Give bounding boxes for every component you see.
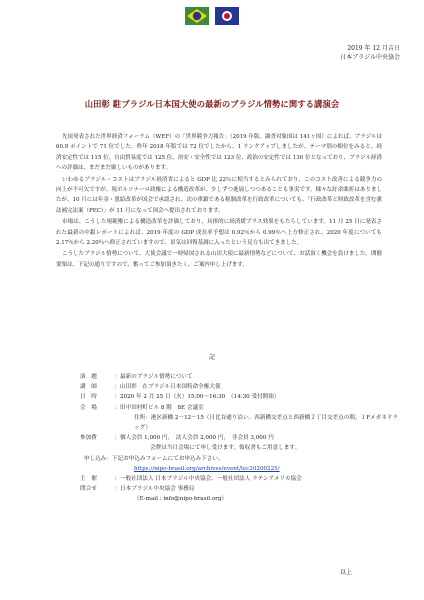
registration-link[interactable]: https://nipo-brasil.org/archives/event/lec20200225/ bbox=[134, 465, 280, 472]
issuer-org: 日本ブラジル中央協会 bbox=[340, 54, 400, 61]
brazil-globe-shape bbox=[193, 12, 201, 20]
fee-note: 会費は当日会場にて申し受けます。領収書もご用意します。 bbox=[150, 445, 301, 452]
association-logo-icon bbox=[183, 4, 241, 28]
colon: ： bbox=[114, 476, 120, 483]
speaker-label: 講 師 bbox=[80, 384, 97, 391]
colon: ： bbox=[114, 435, 120, 442]
closing-mark: 以上 bbox=[339, 569, 352, 576]
paragraph: いわゆるブラジル・コストはブラジル経済省によると GDP 比 22％に相当するとみられており、このコスト改善による競争力の向上が不可欠ですが、現ボルソナーロ政権による構造改革が、少しずつ進展しつつあることも事実です。様々な紆余曲折はありましたが、10 月には年金・恩給改革が国会で承認され、次の重鎮である税制改革を行政改革についても、「行政改革と財政改革を含む憲法補完法案（PEC）」が 11 月になって国会へ提出されております。 bbox=[56, 176, 382, 214]
fee-row bbox=[80, 433, 400, 443]
contact-row bbox=[80, 484, 400, 494]
date-block bbox=[340, 44, 400, 62]
paragraph: こうしたブラジル情勢について、大使会議で一時帰国される山田大使に最新情勢などについて、お話頂く機会を設けました。開催要領は、下記の通りですので、奮ってご参加頂きたく、ご案内申し上げます。 bbox=[56, 251, 382, 268]
body-text bbox=[56, 132, 382, 271]
japan-sun-shape bbox=[224, 13, 230, 19]
ki-heading: 記 bbox=[208, 354, 215, 361]
paragraph: 先頃発表された世界経済フォーラム（WEF）の「世界競争力報告」（2019 年版、調査対象国は 141ヶ国）によれば、ブラジルは 60.9 ポイントで 71 位でした。昨年 2018 年版では 72 位でしたから、1 ランクアップしましたが、テーマ別の順位をみると、経済安定性では 115 位、自由貿易度では 125 位、治安・安全性では 123 位、政治の安定性では 130 位となっており、ブラジル経済への評価は、まだまだ厳しいものがあります。 bbox=[56, 134, 382, 172]
colon: ： bbox=[114, 374, 120, 380]
venue-row bbox=[80, 403, 400, 413]
host-label: 主 催 bbox=[80, 476, 97, 483]
speaker-value: 山田彰 在ブラジル日本国特命全権大使 bbox=[120, 384, 221, 391]
fee-value: 個人会員 1,000 円、 法人会員 2,000 円、 非会員 3,000 円 bbox=[120, 435, 274, 442]
apply-text: 申し込み：下記お申込みフォームにてお申込み下さい。 bbox=[84, 455, 224, 462]
document-title: 山田彰 駐ブラジル日本国大使の最新のブラジル情勢に関する講演会 bbox=[84, 99, 340, 109]
colon: ： bbox=[114, 486, 120, 493]
issue-date: 2019 年 12 月吉日 bbox=[347, 45, 400, 52]
colon: ： bbox=[114, 394, 120, 401]
datetime-label: 日 時 bbox=[80, 394, 97, 401]
venue-label: 会 場 bbox=[80, 404, 97, 411]
theme-label: 演 題 bbox=[80, 374, 97, 380]
contact-email[interactable]: （E-mail : info@nipo-brasil.org） bbox=[134, 496, 228, 503]
host-value: 一般社団法人 日本ブラジル中央協会、一般社団法人 ラテンアメリカ協会 bbox=[120, 476, 302, 483]
colon: ： bbox=[114, 384, 120, 391]
paragraph: 市場は、こうした規範権による構造改革を評価しており、具体的に経済緩プラス効果をもたらしています。11 月 25 日に発表された最新の中銀レポートによれば、2019 年度の GDP 成長率予想は 0.92％から 0.99％へ上方修正され、2020 年度についても 2.17％から 2.20％へ修正されていますので、景気は回復基調に入ったという見方も出てきました。 bbox=[56, 219, 382, 247]
datetime-row bbox=[80, 392, 400, 402]
contact-value: 日本ブラジル中央協会 事務局 bbox=[120, 486, 195, 493]
datetime-value: 2020 年 2 月 25 日（火）15:00～16:30 （14:30 受付開始） bbox=[120, 394, 280, 401]
venue-value: 田中田村町ビル 8 階 8E 会議室 bbox=[120, 404, 204, 411]
speaker-row bbox=[80, 382, 400, 392]
host-row bbox=[80, 474, 400, 484]
theme-value: 最新のブラジル情勢について bbox=[120, 374, 193, 380]
fee-label: 参加費 bbox=[80, 435, 97, 442]
contact-label: 問合せ bbox=[80, 486, 97, 493]
colon: ： bbox=[114, 404, 120, 411]
event-details bbox=[80, 372, 400, 505]
theme-row bbox=[80, 372, 400, 382]
venue-address: 住所：港区新橋 2－12－15（日比谷通り沿い。西新橋交差点と西新橋２丁目交差点の間。１Fメガネドラッグ） bbox=[134, 414, 398, 432]
